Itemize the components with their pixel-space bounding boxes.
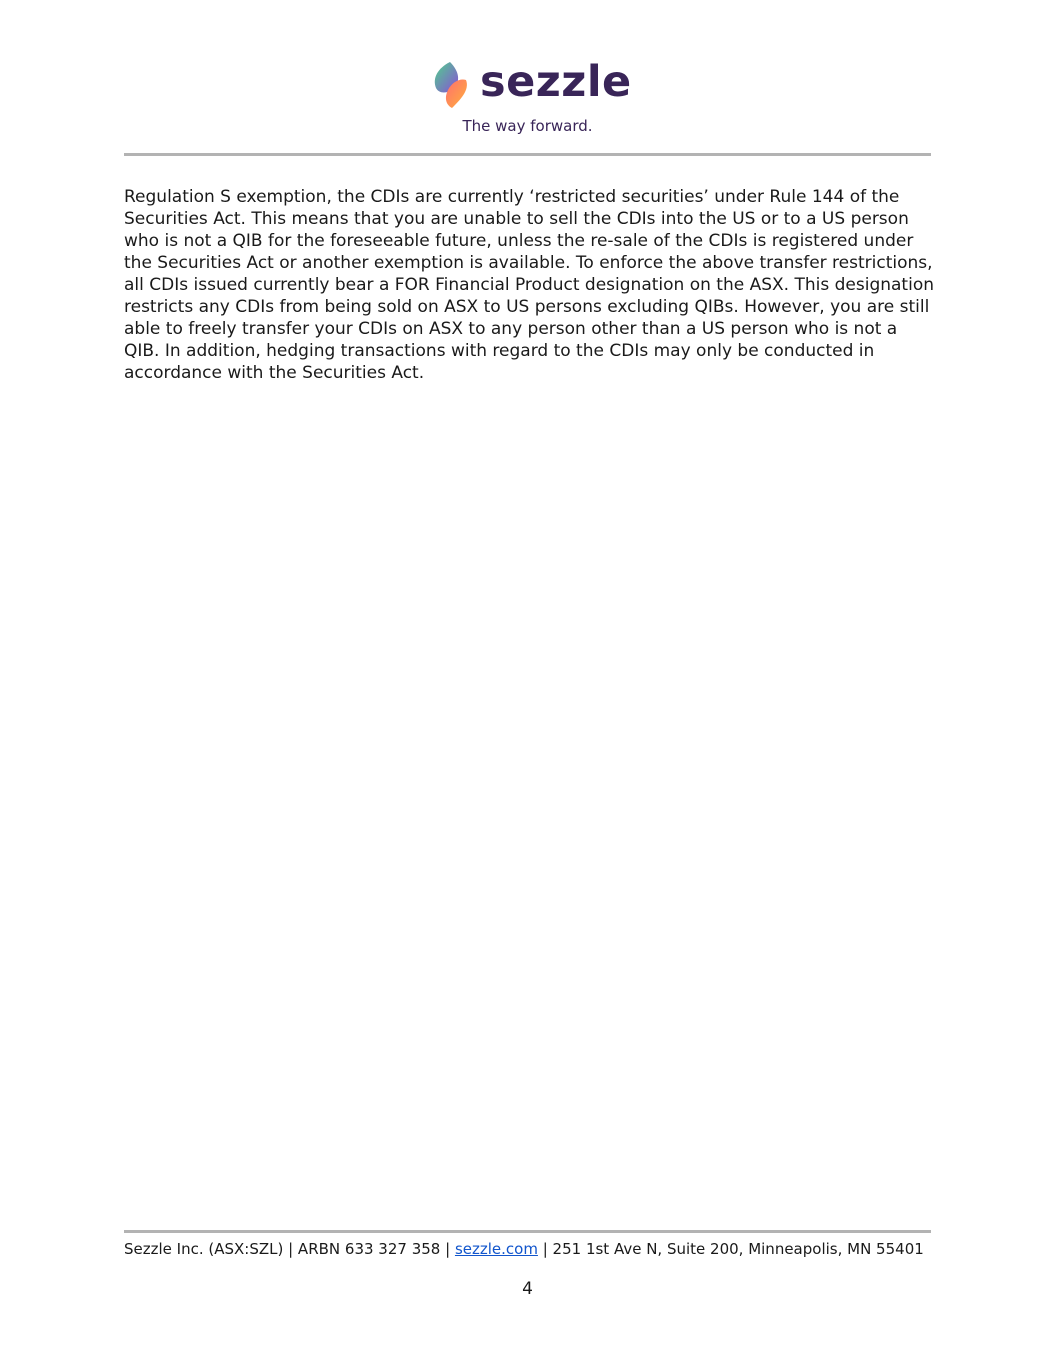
page-footer — [124, 1238, 934, 1260]
page-header — [0, 0, 1055, 160]
footer-divider — [124, 1230, 931, 1233]
tagline: The way forward. — [462, 117, 593, 135]
page-number: 4 — [522, 1279, 533, 1299]
header-divider — [124, 153, 931, 156]
footer-company-info: Sezzle Inc. (ASX:SZL) | ARBN 633 327 358 | — [124, 1240, 451, 1258]
footer-website-link[interactable]: sezzle.com — [454, 1240, 538, 1258]
sezzle-logo-icon — [430, 60, 472, 110]
body-paragraph: Regulation S exemption, the CDIs are currently ‘restricted securities’ under Rule 144 of the Securities Act. This means that you are unable to sell the CDIs into the US or to a US person who is not a QIB for the foreseeable future, unless the re-sale of the CDIs is registered under the Securities Act or another exemption is available. To enforce the above transfer restrictions, all CDIs issued currently bear a FOR Financial Product designation on the ASX. This designation restricts any CDIs from being sold on ASX to US persons excluding QIBs. However, you are still able to freely transfer your CDIs on ASX to any person other than a US person who is not a QIB. In addition, hedging transactions with regard to the CDIs may only be conducted in accordance with the Securities Act. — [124, 187, 934, 383]
sezzle-logo — [430, 57, 632, 112]
footer-address: | 251 1st Ave N, Suite 200, Minneapolis, MN 55401 — [542, 1240, 924, 1258]
sezzle-wordmark: sezzle — [480, 57, 632, 107]
